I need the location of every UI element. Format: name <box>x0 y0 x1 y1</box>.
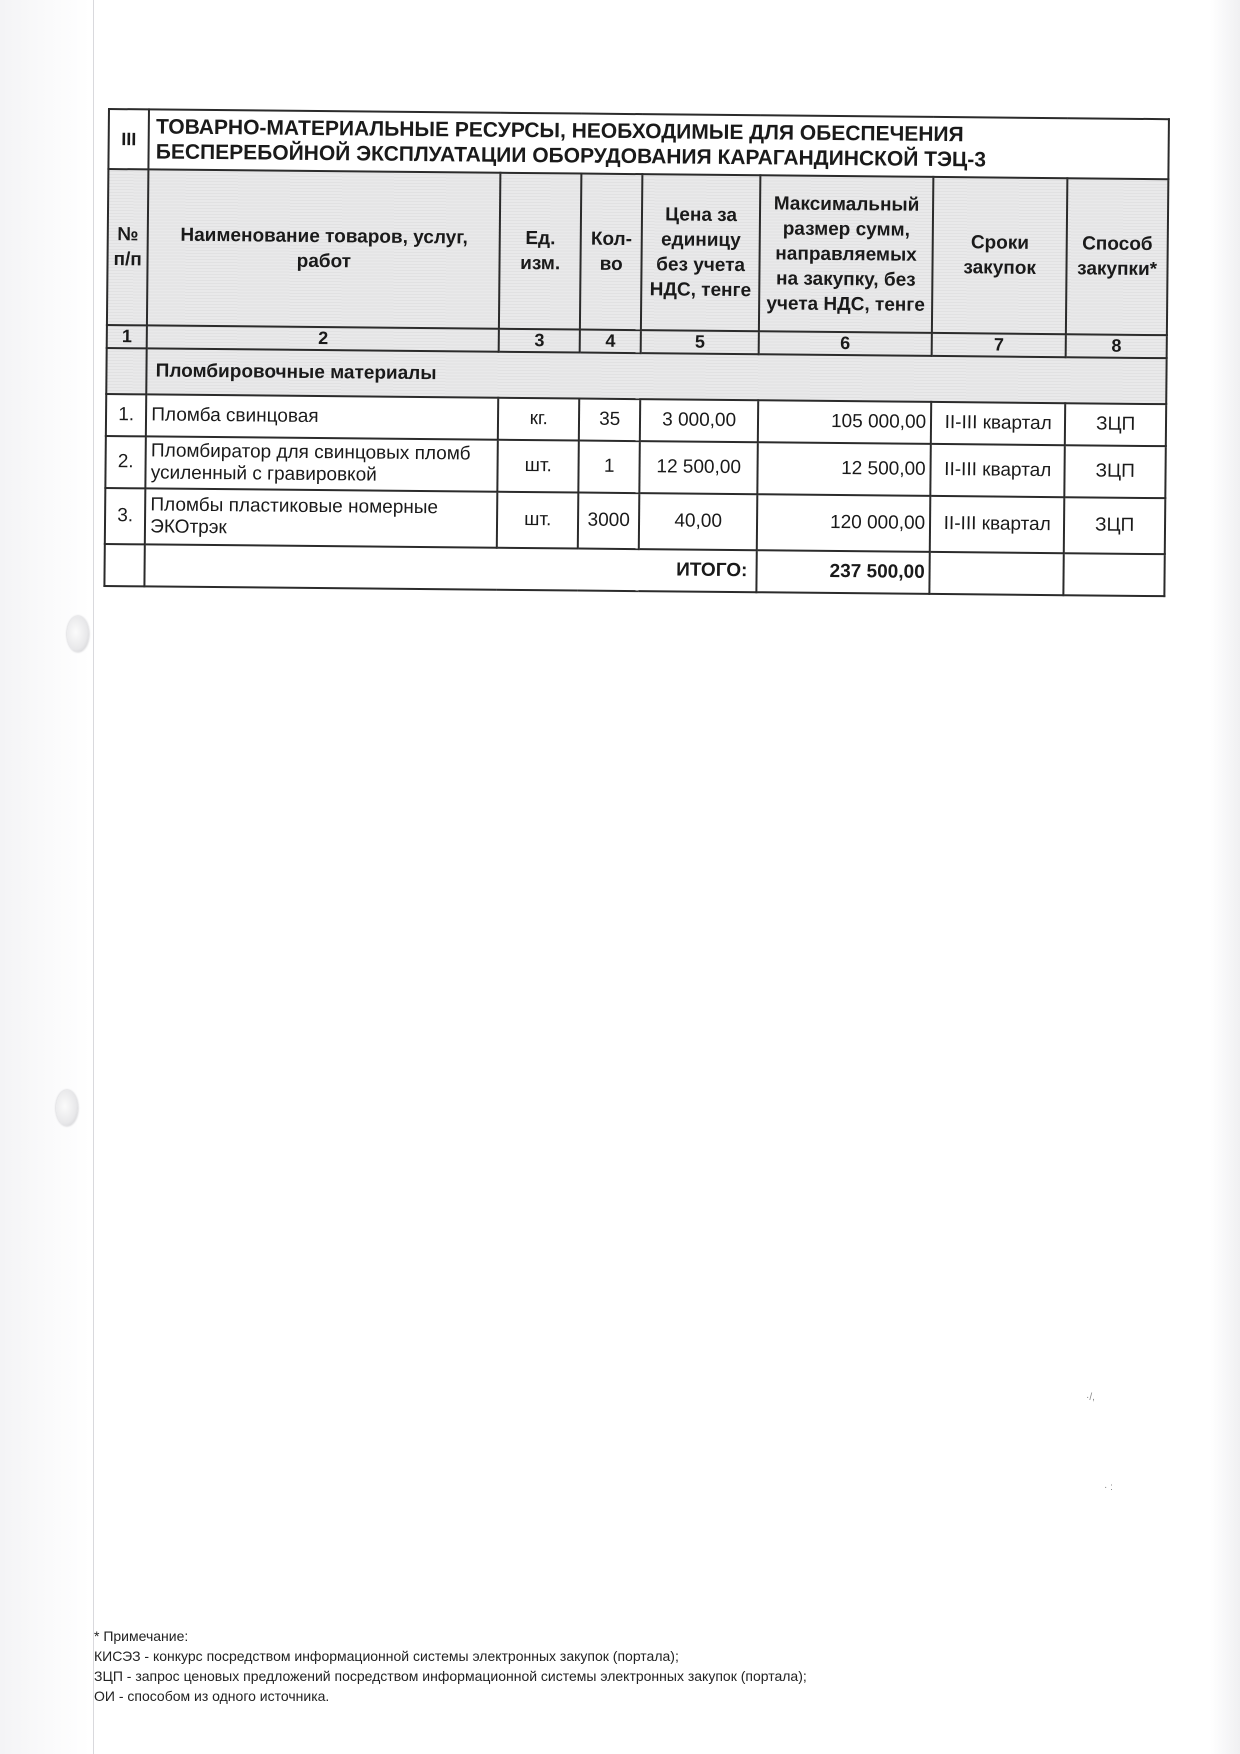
row-period: II-III квартал <box>930 444 1065 497</box>
row-qty: 1 <box>578 441 640 494</box>
header-unit: Ед. изм. <box>499 173 581 330</box>
section-title: ТОВАРНО-МАТЕРИАЛЬНЫЕ РЕСУРСЫ, НЕОБХОДИМЫЕ ДЛЯ ОБЕСПЕЧЕНИЯ БЕСПЕРЕБОЙНОЙ ЭКСПЛУАТАЦИИ ОБОРУДОВАНИЯ КАРАГАНДИНСКОЙ ТЭЦ-3 <box>149 109 1169 179</box>
total-empty-cell <box>1064 553 1165 596</box>
header-num: № п/п <box>107 169 149 325</box>
row-name: Пломбы пластиковые номерные ЭКОтрэк <box>145 488 498 547</box>
row-unit: кг. <box>498 398 579 441</box>
header-price: Цена за единицу без учета НДС, тенге <box>641 174 760 331</box>
header-max-amount: Максимальный размер сумм, направляемых на закупку, без учета НДС, тенге <box>759 175 934 333</box>
row-period: II-III квартал <box>930 496 1065 553</box>
row-method: ЗЦП <box>1065 403 1166 446</box>
header-row <box>107 169 1168 335</box>
row-name: Пломбиратор для свинцовых пломб усиленный с гравировкой <box>146 436 499 491</box>
column-number: 5 <box>641 330 759 354</box>
column-number: 2 <box>147 325 499 351</box>
total-label: ИТОГО: <box>145 544 757 592</box>
header-method: Способ закупки* <box>1066 178 1168 335</box>
row-price: 3 000,00 <box>640 399 758 442</box>
row-period: II-III квартал <box>931 402 1066 445</box>
footnote-line: ЗЦП - запрос ценовых предложений посредством информационной системы электронных закупок (портала); <box>94 1668 807 1684</box>
row-amount: 120 000,00 <box>757 494 931 552</box>
footnote-line: КИСЭЗ - конкурс посредством информационной системы электронных закупок (портала); <box>94 1648 679 1664</box>
procurement-table-wrapper <box>103 108 1170 597</box>
row-price: 12 500,00 <box>640 441 758 494</box>
total-row <box>104 544 1164 596</box>
scan-speck: ·/, <box>1086 1392 1095 1403</box>
scan-speck: · : <box>1104 1482 1113 1493</box>
group-label: Пломбировочные материалы <box>147 348 1167 404</box>
row-price: 40,00 <box>639 493 757 550</box>
total-empty-cell <box>929 552 1064 595</box>
row-unit: шт. <box>498 440 579 493</box>
footnote <box>94 1626 1194 1706</box>
row-amount: 105 000,00 <box>758 400 932 444</box>
total-empty-cell <box>104 544 145 586</box>
row-qty: 3000 <box>578 493 640 550</box>
header-name: Наименование товаров, услуг, работ <box>147 169 501 328</box>
section-number: III <box>108 109 149 169</box>
total-value: 237 500,00 <box>756 550 930 594</box>
column-number: 3 <box>499 329 580 353</box>
column-number: 6 <box>758 331 932 356</box>
column-number: 7 <box>932 333 1066 357</box>
column-number: 8 <box>1066 334 1167 358</box>
row-unit: шт. <box>497 492 578 549</box>
group-row-empty-cell <box>106 348 147 394</box>
row-qty: 35 <box>579 399 641 442</box>
column-number: 4 <box>580 330 642 354</box>
procurement-table <box>103 108 1170 597</box>
section-title-row <box>108 109 1169 179</box>
scan-edge-line <box>93 0 94 1754</box>
column-number: 1 <box>107 325 147 348</box>
footnote-heading: * Примечание: <box>94 1628 189 1644</box>
row-name: Пломба свинцовая <box>146 394 499 439</box>
punch-hole-icon <box>56 1090 78 1126</box>
table-row <box>105 488 1165 554</box>
row-method: ЗЦП <box>1064 497 1165 554</box>
row-method: ЗЦП <box>1065 445 1166 498</box>
footnote-line: ОИ - способом из одного источника. <box>94 1688 330 1704</box>
row-num: 2. <box>105 436 146 488</box>
row-num: 1. <box>106 394 147 436</box>
punch-hole-icon <box>67 616 89 652</box>
row-num: 3. <box>105 488 146 544</box>
header-period: Сроки закупок <box>932 177 1068 334</box>
row-amount: 12 500,00 <box>757 442 931 496</box>
header-qty: Кол-во <box>580 174 643 331</box>
